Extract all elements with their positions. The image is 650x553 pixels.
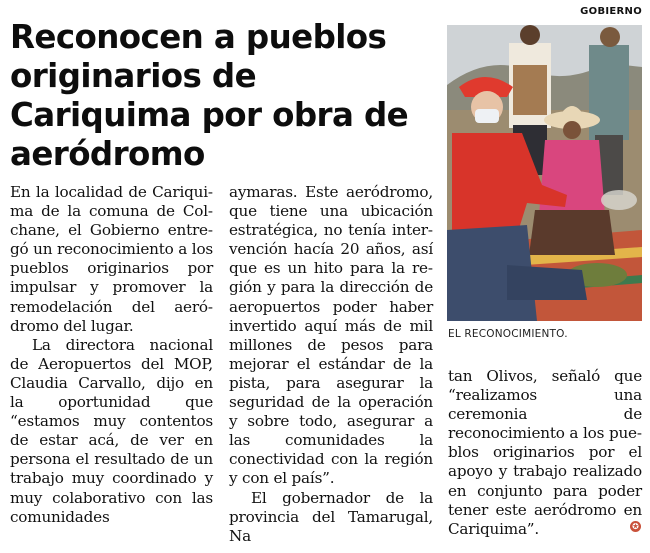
article-column-3 — [448, 367, 642, 539]
end-of-article-icon: ✪ — [630, 521, 641, 532]
article-photo — [447, 25, 642, 321]
paragraph: En la localidad de Cariquima de la comuna de Colchane, el Gobierno entregó un reconocimiento a los pueblos originarios por impulsar y promover la remodelación del aeródromo del lugar. — [10, 183, 213, 335]
article-column-2 — [229, 183, 433, 546]
paragraph: El gobernador de la provincia del Tamarugal, Na — [229, 488, 433, 545]
paragraph: tan Olivos, señaló que “realizamos una ceremonia de reconocimiento a los pueblos originarios por el apoyo y trabajo realizado en conjunto para poder tener este aeródromo en Cariquima”. — [448, 367, 642, 538]
section-label: GOBIERNO — [580, 6, 642, 17]
article-headline: Reconocen a pueblos originarios de Cariquima por obra de aeródromo — [10, 18, 409, 173]
article-column-1 — [10, 183, 213, 527]
ceremony-photo-illustration — [447, 25, 642, 321]
paragraph: La directora nacional de Aeropuertos del MOP, Claudia Carvallo, dijo en la oportunidad que “estamos muy contentos de estar acá, de ver en persona el resultado de un trabajo muy coordinado y muy colaborativo con las comunidades — [10, 335, 213, 526]
photo-caption: EL RECONOCIMIENTO. — [448, 328, 568, 340]
paragraph: aymaras. Este aeródromo, que tiene una ubicación estratégica, no tenía intervención hacía 20 años, así que es un hito para la región y para la dirección de aeropuertos poder haber invertido aquí más de mil millones de pesos para mejorar el estándar de la pista, para asegurar la seguridad de la operación y sobre todo, asegurar a las comunidades la conectividad con la región y con el país”. — [229, 183, 433, 488]
